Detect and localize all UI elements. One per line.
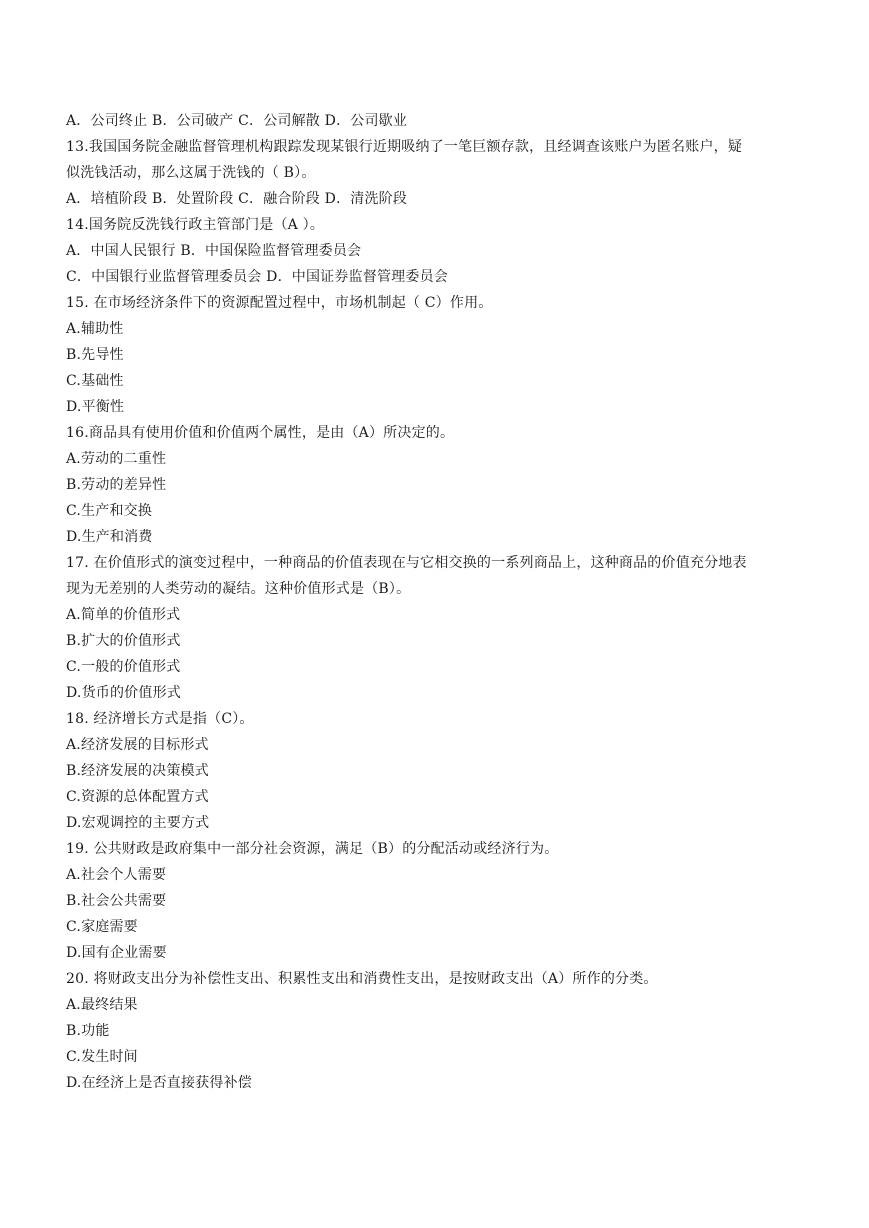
question-16: 16.商品具有使用价值和价值两个属性，是由（A）所决定的。 xyxy=(66,425,455,441)
option-line-q13: A．培植阶段 B．处置阶段 C．融合阶段 D．清洗阶段 xyxy=(66,191,408,207)
option-q18-b: B.经济发展的决策模式 xyxy=(66,763,209,779)
question-15: 15. 在市场经济条件下的资源配置过程中，市场机制起（ C）作用。 xyxy=(66,295,493,311)
option-q18-a: A.经济发展的目标形式 xyxy=(66,737,209,753)
option-q17-b: B.扩大的价值形式 xyxy=(66,633,181,649)
question-14: 14.国务院反洗钱行政主管部门是（A ）。 xyxy=(66,217,325,233)
option-q19-d: D.国有企业需要 xyxy=(66,945,167,961)
question-20: 20. 将财政支出分为补偿性支出、积累性支出和消费性支出，是按财政支出（A）所作的分类。 xyxy=(66,971,658,987)
option-line-q14-1: A．中国人民银行 B．中国保险监督管理委员会 xyxy=(66,243,362,259)
option-q19-c: C.家庭需要 xyxy=(66,919,138,935)
option-line-q12: A．公司终止 B．公司破产 C．公司解散 D．公司歇业 xyxy=(66,113,408,129)
option-q17-c: C.一般的价值形式 xyxy=(66,659,181,675)
option-q15-d: D.平衡性 xyxy=(66,399,125,415)
option-line-q14-2: C．中国银行业监督管理委员会 D．中国证券监督管理委员会 xyxy=(66,269,448,285)
question-17-line-2: 现为无差别的人类劳动的凝结。这种价值形式是（B）。 xyxy=(66,581,411,597)
question-13-line-1: 13.我国国务院金融监督管理机构跟踪发现某银行近期吸纳了一笔巨额存款，且经调查该账户为匿名账户，疑 xyxy=(66,139,743,155)
option-q19-b: B.社会公共需要 xyxy=(66,893,167,909)
option-q18-d: D.宏观调控的主要方式 xyxy=(66,815,210,831)
option-q15-b: B.先导性 xyxy=(66,347,124,363)
option-q19-a: A.社会个人需要 xyxy=(66,867,167,883)
option-q17-a: A.简单的价值形式 xyxy=(66,607,181,623)
option-q15-c: C.基础性 xyxy=(66,373,124,389)
option-q20-a: A.最终结果 xyxy=(66,997,138,1013)
option-q20-c: C.发生时间 xyxy=(66,1049,138,1065)
question-19: 19. 公共财政是政府集中一部分社会资源，满足（B）的分配活动或经济行为。 xyxy=(66,841,559,857)
option-q16-a: A.劳动的二重性 xyxy=(66,451,167,467)
question-17-line-1: 17. 在价值形式的演变过程中，一种商品的价值表现在与它相交换的一系列商品上，这种商品的价值充分地表 xyxy=(66,555,747,571)
option-q17-d: D.货币的价值形式 xyxy=(66,685,181,701)
option-q16-c: C.生产和交换 xyxy=(66,503,153,519)
option-q20-b: B.功能 xyxy=(66,1023,110,1039)
option-q15-a: A.辅助性 xyxy=(66,321,124,337)
document-page xyxy=(66,108,811,1096)
option-q20-d: D.在经济上是否直接获得补偿 xyxy=(66,1075,252,1091)
option-q16-d: D.生产和消费 xyxy=(66,529,153,545)
option-q18-c: C.资源的总体配置方式 xyxy=(66,789,209,805)
question-13-line-2: 似洗钱活动，那么这属于洗钱的（ B）。 xyxy=(66,165,316,181)
question-18: 18. 经济增长方式是指（C）。 xyxy=(66,711,254,727)
option-q16-b: B.劳动的差异性 xyxy=(66,477,167,493)
